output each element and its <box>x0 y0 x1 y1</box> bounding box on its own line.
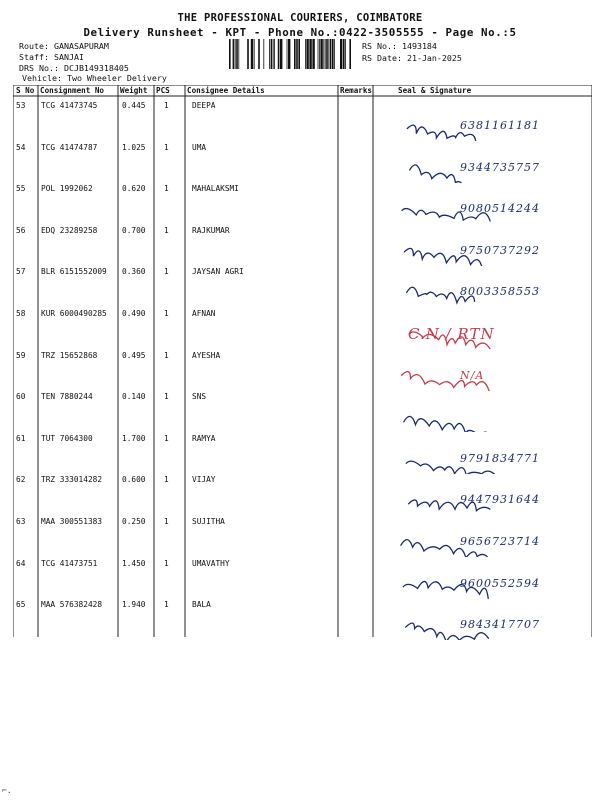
row-consignment: TEN 7880244 <box>41 392 93 402</box>
vehicle-label: Vehicle: Two Wheeler Delivery <box>22 73 167 83</box>
row-consignee: JAYSAN AGRI <box>192 267 244 277</box>
handwritten-signature <box>380 563 585 599</box>
row-sno: 65 <box>16 600 26 610</box>
staff-label: Staff: SANJAI <box>19 52 84 62</box>
handwritten-phone: 8003358553 <box>460 285 540 299</box>
handwritten-signature <box>380 230 585 266</box>
handwritten-signature <box>380 355 585 391</box>
handwritten-phone: 6381161181 <box>460 119 540 132</box>
drs-number: DRS No.: DCJB149318405 <box>19 63 129 73</box>
row-pcs: 1 <box>164 225 169 235</box>
rs-number: RS No.: 1493184 <box>362 41 437 51</box>
row-consignment: TRZ 15652868 <box>41 350 98 360</box>
column-header-consignee: Consignee Details <box>187 86 265 95</box>
rs-date: RS Date: 21-Jan-2025 <box>362 53 462 63</box>
handwritten-signature <box>380 479 585 515</box>
row-consignment: TCG 41474787 <box>41 142 98 152</box>
row-weight: 1.025 <box>122 142 146 152</box>
row-consignment: TRZ 333014282 <box>41 475 103 485</box>
row-weight: 1.450 <box>122 558 146 568</box>
row-consignment: KUR 6000490285 <box>41 309 107 318</box>
row-pcs: 1 <box>164 267 169 277</box>
row-weight: 0.140 <box>122 392 146 402</box>
row-weight: 1.700 <box>122 433 146 443</box>
handwritten-signature <box>380 396 585 432</box>
row-sno: 60 <box>16 392 26 402</box>
row-sno: 57 <box>16 267 26 277</box>
row-consignment: TUT 7064300 <box>41 433 93 443</box>
handwritten-phone: 9656723714 <box>460 535 540 548</box>
row-pcs: 1 <box>164 309 169 318</box>
column-header-remarks: Remarks <box>340 86 373 95</box>
row-weight: 0.360 <box>122 267 146 277</box>
row-weight: 0.250 <box>122 517 146 526</box>
row-weight: 0.600 <box>122 475 146 485</box>
row-consignment: BLR 6151552009 <box>41 267 107 277</box>
row-consignee: UMAVATHY <box>192 558 230 568</box>
handwritten-phone: 9843417707 <box>460 618 540 632</box>
barcode <box>229 39 355 69</box>
column-header-consignment: Consignment No <box>40 86 105 95</box>
row-consignee: BALA <box>192 600 211 610</box>
handwritten-signature <box>380 438 585 474</box>
row-sno: 61 <box>16 433 26 443</box>
handwritten-signature <box>380 271 585 307</box>
row-sno: 59 <box>16 350 26 360</box>
route-label: Route: GANASAPURAM <box>19 41 109 51</box>
row-weight: 0.620 <box>122 184 146 194</box>
row-sno: 64 <box>16 558 26 568</box>
row-consignee: AYESHA <box>192 350 221 360</box>
column-header-sno: S No <box>16 86 35 95</box>
row-consignment: TCG 41473751 <box>41 558 98 568</box>
row-consignee: DEEPA <box>192 101 216 110</box>
row-consignment: POL 1992062 <box>41 184 93 194</box>
handwritten-signature <box>380 604 585 640</box>
handwritten-phone: 9750737292 <box>460 243 540 257</box>
row-pcs: 1 <box>164 517 169 526</box>
row-pcs: 1 <box>164 433 169 443</box>
row-pcs: 1 <box>164 184 169 194</box>
row-pcs: 1 <box>164 600 169 610</box>
footer-mark: ⌐. <box>2 786 12 795</box>
row-weight: 0.700 <box>122 225 146 235</box>
row-consignee: SNS <box>192 392 207 402</box>
row-consignee: MAHALAKSMI <box>192 184 239 194</box>
row-consignment: TCG 41473745 <box>41 101 98 110</box>
handwritten-phone: C.N / RTN <box>408 325 495 343</box>
row-pcs: 1 <box>164 392 169 402</box>
row-consignment: MAA 300551383 <box>41 517 103 526</box>
row-sno: 58 <box>16 309 26 318</box>
handwritten-phone: 9600552594 <box>460 576 540 590</box>
row-sno: 63 <box>16 517 26 526</box>
handwritten-signature <box>380 313 585 349</box>
handwritten-phone: N/A <box>460 368 485 382</box>
row-pcs: 1 <box>164 142 169 152</box>
row-sno: 53 <box>16 101 26 110</box>
column-header-pcs: PCS <box>156 86 170 95</box>
handwritten-phone: 9080514244 <box>460 202 540 216</box>
handwritten-phone: 9447931644 <box>460 493 540 507</box>
row-pcs: 1 <box>164 350 169 360</box>
row-pcs: 1 <box>164 558 169 568</box>
row-consignment: MAA 576382428 <box>41 600 103 610</box>
column-header-weight: Weight <box>120 86 148 95</box>
document-subtitle: Delivery Runsheet - KPT - Phone No.:0422-3505555 - Page No.:5 <box>83 26 517 39</box>
row-pcs: 1 <box>164 475 169 485</box>
row-consignee: RAMYA <box>192 433 216 443</box>
column-header-signature: Seal & Signature <box>398 86 472 95</box>
row-sno: 54 <box>16 142 26 152</box>
handwritten-signature <box>380 147 585 183</box>
row-weight: 0.445 <box>122 101 146 110</box>
row-consignee: UMA <box>192 142 207 152</box>
handwritten-signature <box>380 105 585 141</box>
row-sno: 56 <box>16 225 26 235</box>
row-weight: 0.490 <box>122 309 146 318</box>
handwritten-phone: 9791834771 <box>460 451 540 465</box>
row-sno: 62 <box>16 475 26 485</box>
row-consignment: EDQ 23289258 <box>41 225 98 235</box>
row-consignee: RAJKUMAR <box>192 225 230 235</box>
row-consignee: VIJAY <box>192 475 216 485</box>
handwritten-signature <box>380 521 585 557</box>
document-title: THE PROFESSIONAL COURIERS, COIMBATORE <box>177 12 423 24</box>
row-sno: 55 <box>16 184 26 194</box>
row-weight: 1.940 <box>122 600 146 610</box>
handwritten-phone: 9344735757 <box>460 160 540 174</box>
handwritten-signature <box>380 188 585 224</box>
row-pcs: 1 <box>164 101 169 110</box>
row-consignee: SUJITHA <box>192 517 225 526</box>
row-consignee: AFNAN <box>192 309 216 318</box>
row-weight: 0.495 <box>122 350 146 360</box>
